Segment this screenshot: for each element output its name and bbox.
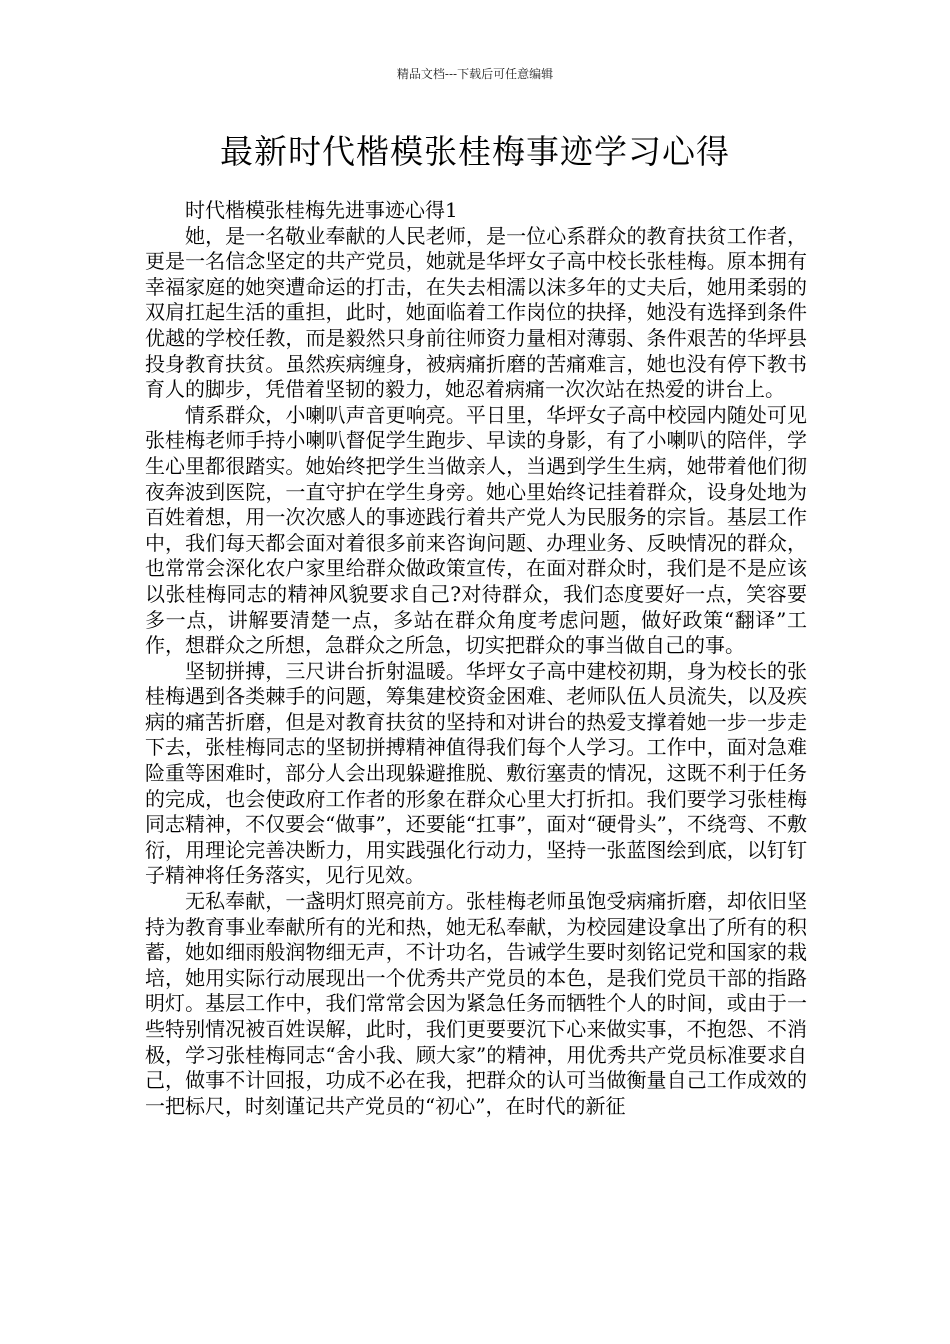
document-title: 最新时代楷模张桂梅事迹学习心得	[220, 132, 730, 171]
body-paragraph: 无私奉献，一盏明灯照亮前方。张桂梅老师虽饱受病痛折磨，却依旧坚持为教育事业奉献所有的光和热，她无私奉献，为校园建设拿出了所有的积蓄，她如细雨般润物细无声，不计功名，告诫学生要时刻铭记党和国家的栽培，她用实际行动展现出一个优秀共产党员的本色，是我们党员干部的指路明灯。基层工作中，我们常常会因为紧急任务而牺牲个人的时间，或由于一些特别情况被百姓误解，此时，我们更要要沉下心来做实事，不抱怨、不消极，学习张桂梅同志“舍小我、顾大家”的精神，用优秀共产党员标准要求自己，做事不计回报，功成不必在我，把群众的认可当做衡量自己工作成效的一把标尺，时刻谨记共产党员的“初心”，在时代的新征	[145, 889, 807, 1118]
body-paragraph: 情系群众，小喇叭声音更响亮。平日里，华坪女子高中校园内随处可见张桂梅老师手持小喇叭督促学生跑步、早读的身影，有了小喇叭的陪伴，学生心里都很踏实。她始终把学生当做亲人，当遇到学生生病，她带着他们彻夜奔波到医院，一直守护在学生身旁。她心里始终记挂着群众，设身处地为百姓着想，用一次次感人的事迹践行着共产党人为民服务的宗旨。基层工作中，我们每天都会面对着很多前来咨询问题、办理业务、反映情况的群众，也常常会深化农户家里给群众做政策宣传，在面对群众时，我们是不是应该以张桂梅同志的精神风貌要求自己?对待群众，我们态度要好一点，笑容要多一点，讲解要清楚一点，多站在群众角度考虑问题，做好政策“翻译”工作，想群众之所想，急群众之所急，切实把群众的事当做自己的事。	[145, 402, 807, 658]
body-paragraph: 坚韧拼搏，三尺讲台折射温暖。华坪女子高中建校初期，身为校长的张桂梅遇到各类棘手的问题，筹集建校资金困难、老师队伍人员流失，以及疾病的痛苦折磨，但是对教育扶贫的坚持和对讲台的热爱支撑着她一步一步走下去，张桂梅同志的坚韧拼搏精神值得我们每个人学习。工作中，面对急难险重等困难时，部分人会出现躲避推脱、敷衍塞责的情况，这既不利于任务的完成，也会使政府工作者的形象在群众心里大打折扣。我们要学习张桂梅同志精神，不仅要会“做事”，还要能“扛事”，面对“硬骨头”，不绕弯、不敷衍，用理论完善决断力，用实践强化行动力，坚持一张蓝图绘到底，以钉钉子精神将任务落实，见行见效。	[145, 658, 807, 888]
subtitle-paragraph: 时代楷模张桂梅先进事迹心得1	[185, 198, 458, 222]
document-body	[145, 198, 807, 1119]
header-note: 精品文档---下载后可任意编辑	[396, 67, 554, 81]
body-paragraph: 她，是一名敬业奉献的人民老师，是一位心系群众的教育扶贫工作者，更是一名信念坚定的共产党员，她就是华坪女子高中校长张桂梅。原本拥有幸福家庭的她突遭命运的打击，在失去相濡以沫多年的丈夫后，她用柔弱的双肩扛起生活的重担，此时，她面临着工作岗位的抉择，她没有选择到条件优越的学校任教，而是毅然只身前往师资力量相对薄弱、条件艰苦的华坪县投身教育扶贫。虽然疾病缠身，被病痛折磨的苦痛难言，她也没有停下教书育人的脚步，凭借着坚韧的毅力，她忍着病痛一次次站在热爱的讲台上。	[145, 223, 807, 402]
